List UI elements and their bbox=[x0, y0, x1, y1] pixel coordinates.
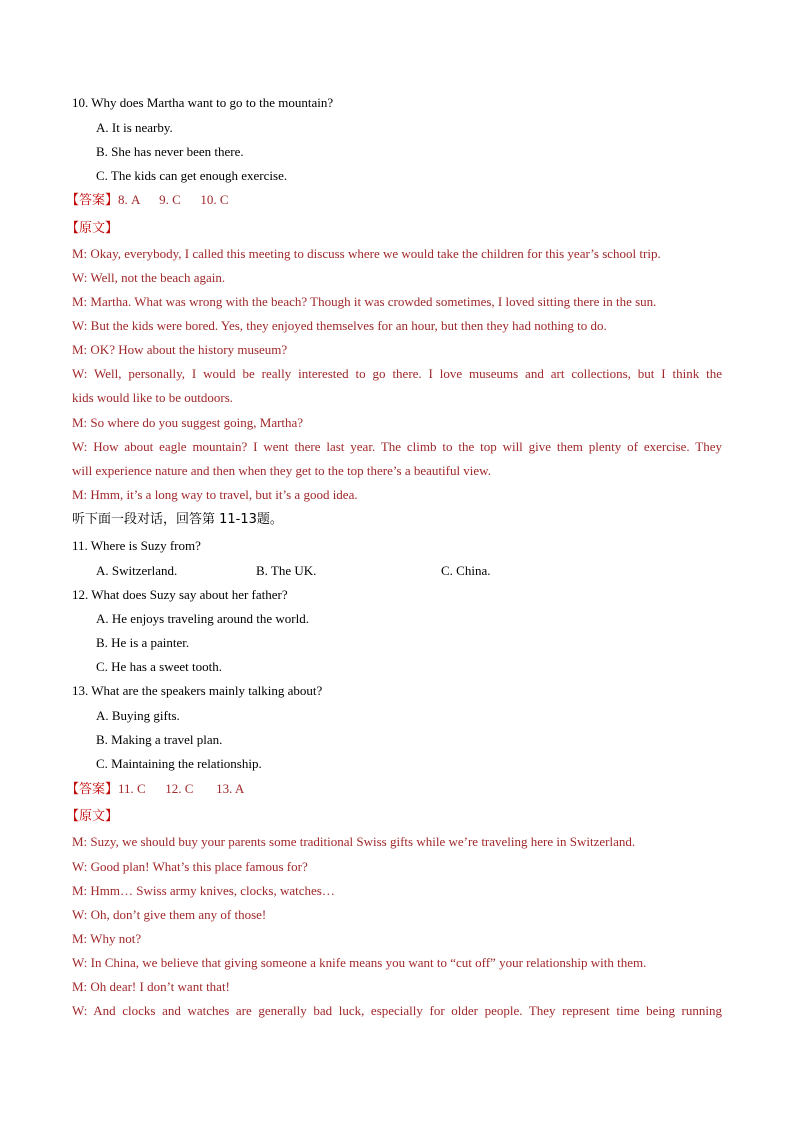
transcript-line: M: Oh dear! I don’t want that! bbox=[72, 979, 230, 994]
transcript-line: W: In China, we believe that giving someone a knife means you want to “cut off” your relationship with them. bbox=[72, 955, 647, 970]
transcript-line: W: How about eagle mountain? I went there last year. The climb to the top will give them plenty of exercise. They bbox=[72, 439, 722, 454]
transcript-line: M: Why not? bbox=[72, 931, 142, 946]
transcript-line: W: Well, personally, I would be really interested to go there. I love museums and art collections, but I think the bbox=[72, 366, 722, 381]
transcript-line: M: OK? How about the history museum? bbox=[72, 342, 288, 357]
option-13c: C. Maintaining the relationship. bbox=[96, 756, 262, 771]
option-13b: B. Making a travel plan. bbox=[96, 732, 223, 747]
option-11a: A. Switzerland. bbox=[96, 563, 178, 578]
transcript-line: W: Well, not the beach again. bbox=[72, 270, 226, 285]
transcript-line: M: Martha. What was wrong with the beach? Though it was crowded sometimes, I loved sitting there in the sun. bbox=[72, 294, 657, 309]
question-11: 11. Where is Suzy from? bbox=[72, 538, 201, 553]
option-12a: A. He enjoys traveling around the world. bbox=[96, 611, 310, 626]
option-13a: A. Buying gifts. bbox=[96, 708, 180, 723]
option-12b: B. He is a painter. bbox=[96, 635, 190, 650]
transcript-line: M: Hmm, it’s a long way to travel, but it’s a good idea. bbox=[72, 487, 358, 502]
option-11b: B. The UK. bbox=[256, 563, 317, 578]
transcript-line: kids would like to be outdoors. bbox=[72, 390, 234, 405]
option-11c: C. China. bbox=[441, 563, 491, 578]
option-10a: A. It is nearby. bbox=[96, 120, 173, 135]
answer-label: 【答案】 bbox=[66, 193, 119, 208]
question-12: 12. What does Suzy say about her father? bbox=[72, 587, 288, 602]
option-10b: B. She has never been there. bbox=[96, 144, 244, 159]
transcript-line: M: Okay, everybody, I called this meeting to discuss where we would take the children for this year’s school trip. bbox=[72, 246, 661, 261]
answer-line-1 bbox=[66, 192, 229, 209]
question-10: 10. Why does Martha want to go to the mountain? bbox=[72, 95, 334, 110]
answer-line-2 bbox=[66, 781, 244, 798]
transcript-label-text: 【原文】 bbox=[66, 809, 119, 824]
transcript-label bbox=[66, 220, 118, 237]
transcript-line: will experience nature and then when they get to the top there’s a beautiful view. bbox=[72, 463, 491, 478]
answer-label: 【答案】 bbox=[66, 782, 119, 797]
transcript-label-text: 【原文】 bbox=[66, 221, 119, 236]
question-13: 13. What are the speakers mainly talking about? bbox=[72, 683, 323, 698]
transcript-line: M: So where do you suggest going, Martha? bbox=[72, 415, 304, 430]
transcript-line: M: Hmm… Swiss army knives, clocks, watches… bbox=[72, 883, 335, 898]
section-instruction: 听下面一段对话，回答第 11-13题。 bbox=[72, 512, 283, 527]
transcript-line: W: Oh, don’t give them any of those! bbox=[72, 907, 267, 922]
transcript-line: W: But the kids were bored. Yes, they enjoyed themselves for an hour, but then they had nothing to do. bbox=[72, 318, 607, 333]
transcript-line: W: And clocks and watches are generally bad luck, especially for older people. They represent time being running bbox=[72, 1003, 722, 1018]
transcript-label bbox=[66, 808, 118, 825]
answer-text: 8. A 9. C 10. C bbox=[118, 192, 229, 207]
transcript-line: M: Suzy, we should buy your parents some traditional Swiss gifts while we’re traveling here in Switzerland. bbox=[72, 834, 636, 849]
answer-text: 11. C 12. C 13. A bbox=[118, 781, 245, 796]
transcript-line: W: Good plan! What’s this place famous for? bbox=[72, 859, 308, 874]
option-10c: C. The kids can get enough exercise. bbox=[96, 168, 288, 183]
option-12c: C. He has a sweet tooth. bbox=[96, 659, 223, 674]
